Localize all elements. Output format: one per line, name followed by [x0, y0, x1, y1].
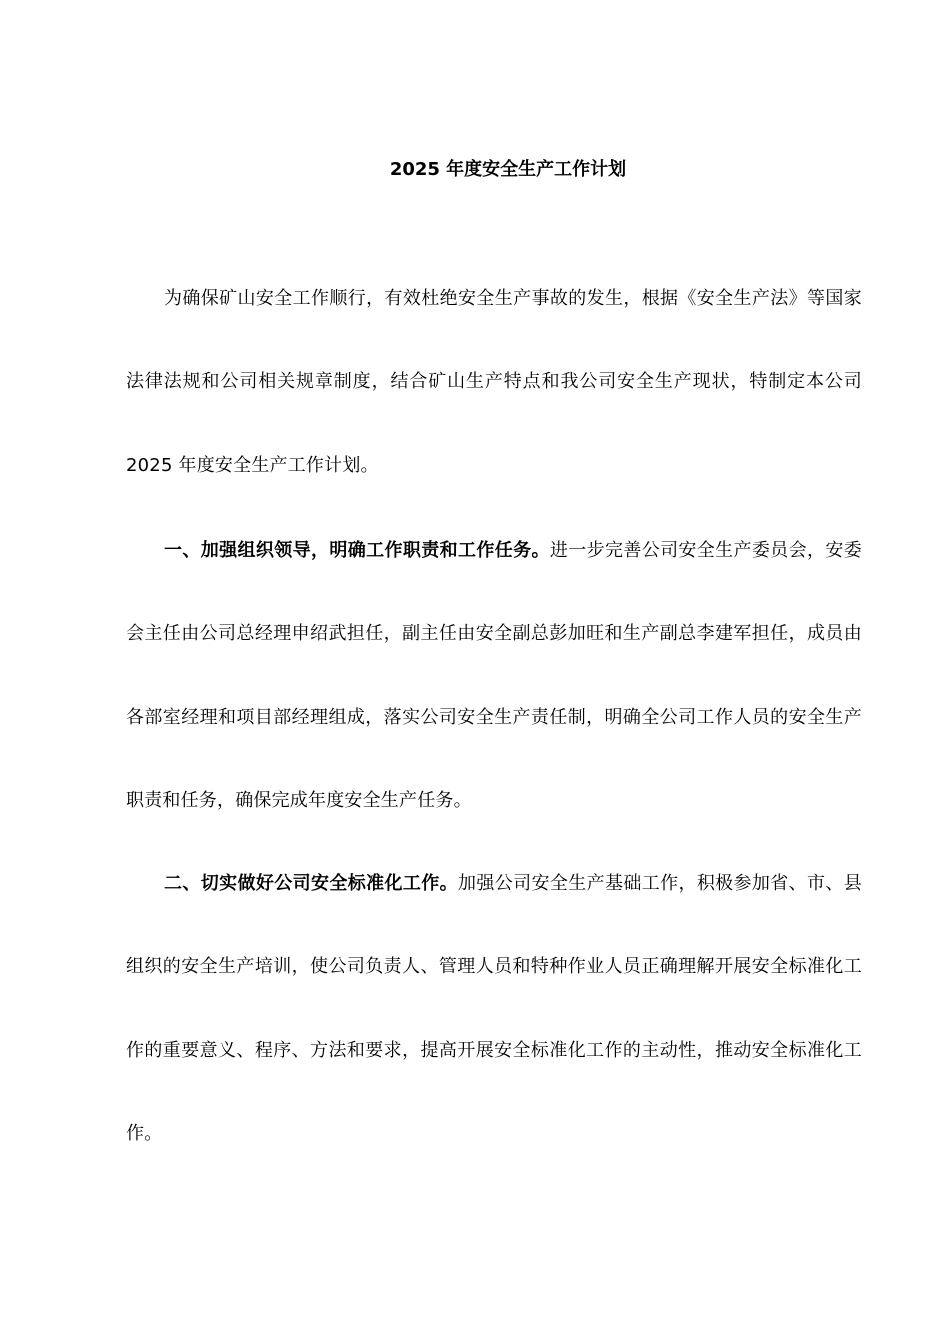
section-heading-2: 二、切实做好公司安全标准化工作。	[164, 873, 458, 894]
section-paragraph-1	[126, 509, 862, 843]
section-heading-1: 一、加强组织领导，明确工作职责和工作任务。	[164, 540, 550, 561]
section-body-1: 进一步完善公司安全生产委员会，安委会主任由公司总经理申绍武担任，副主任由安全副总彭加旺和生产副总李建军担任，成员由各部室经理和项目部经理组成，落实公司安全生产责任制，明确全公司工作人员的安全生产职责和任务，确保完成年度安全生产任务。	[126, 540, 862, 812]
section-body-2: 加强公司安全生产基础工作，积极参加省、市、县组织的安全生产培训，使公司负责人、管理人员和特种作业人员正确理解开展安全标准化工作的重要意义、程序、方法和要求，提高开展安全标准化工作的主动性，推动安全标准化工作。	[126, 873, 862, 1145]
intro-paragraph: 为确保矿山安全工作顺行，有效杜绝安全生产事故的发生，根据《安全生产法》等国家法律法规和公司相关规章制度，结合矿山生产特点和我公司安全生产现状，特制定本公司 2025 年度安全生产工作计划。	[126, 288, 862, 476]
document-title: 2025 年度安全生产工作计划	[389, 159, 627, 180]
section-paragraph-2	[126, 842, 862, 1176]
